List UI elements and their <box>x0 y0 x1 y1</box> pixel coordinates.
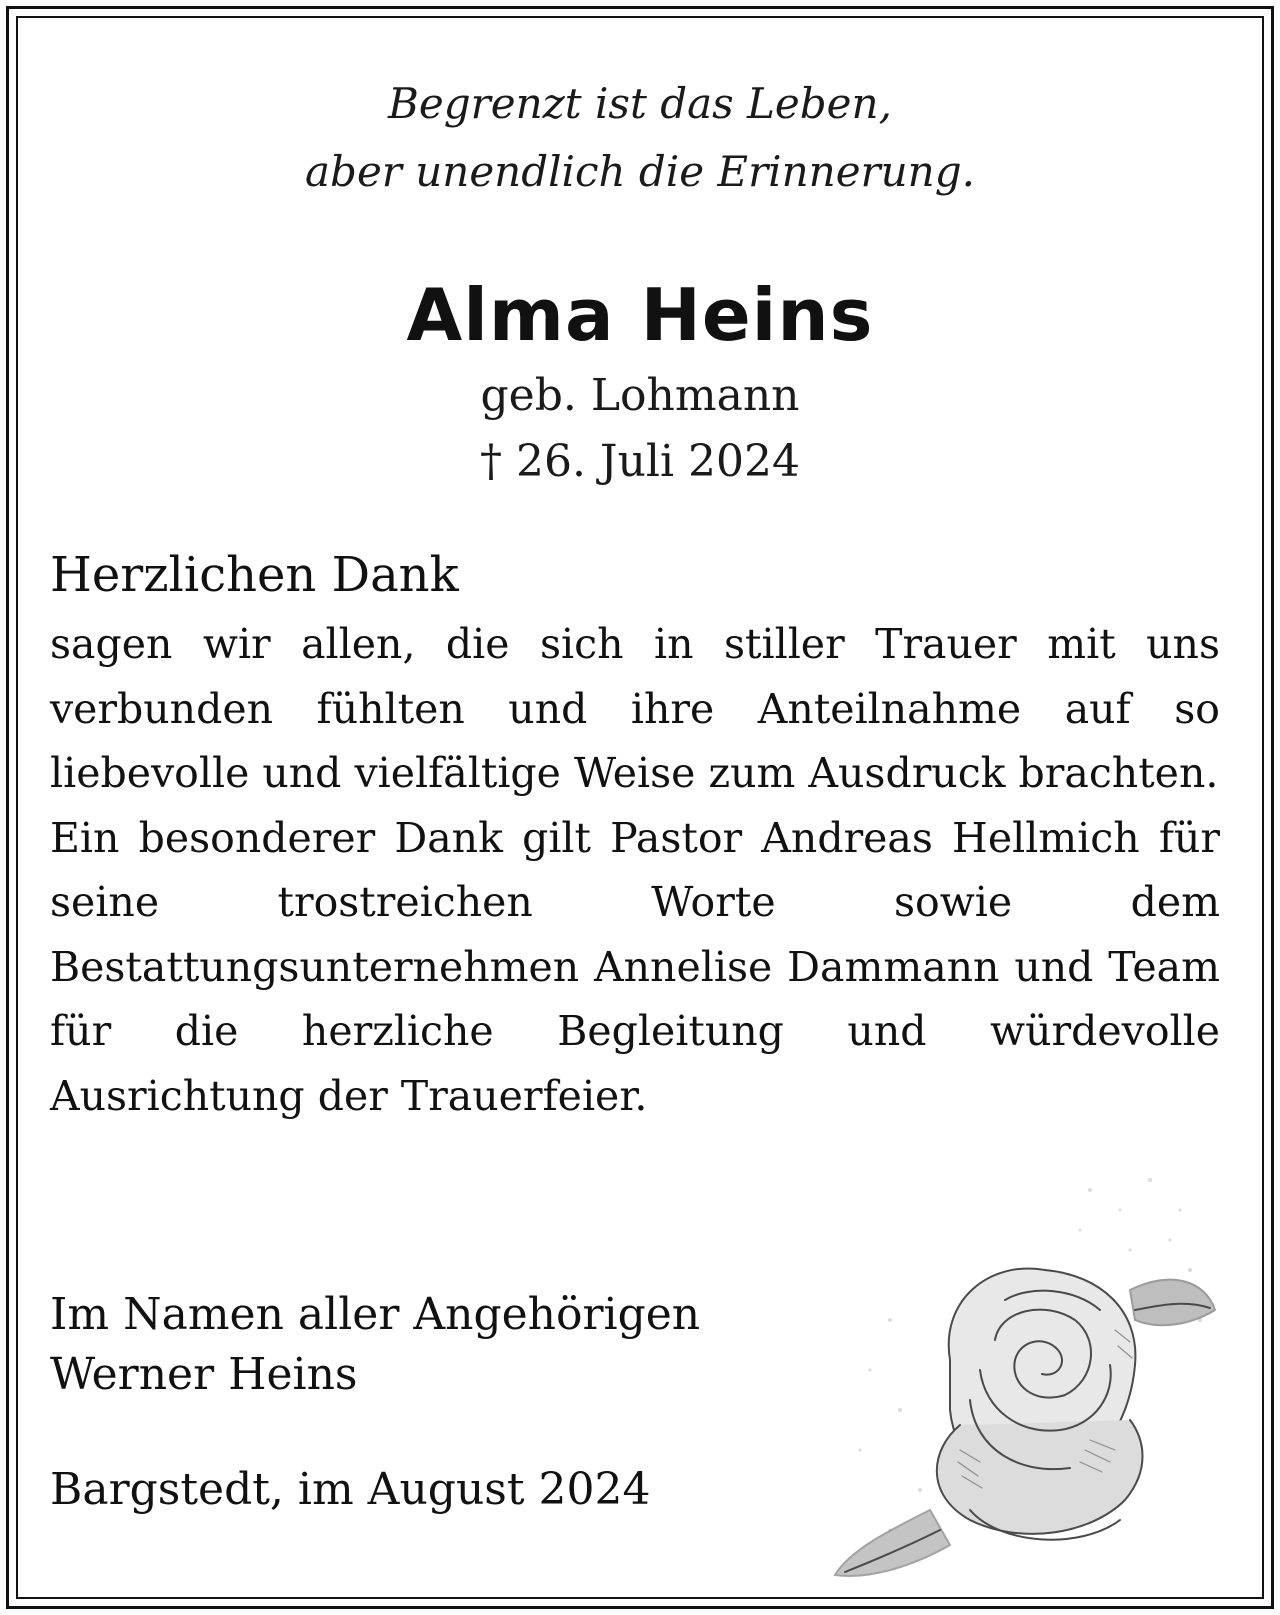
death-date: † 26. Juli 2024 <box>479 436 801 487</box>
motto-line-1: Begrenzt ist das Leben, <box>388 79 892 128</box>
place-date: Bargstedt, im August 2024 <box>50 1464 651 1515</box>
rose-icon <box>830 1150 1230 1590</box>
thanks-paragraph-2: Ein besonderer Dank gilt Pastor Andreas Hellmich für seine trostreichen Worte sowie dem Bestattungsunternehmen Annelise Dammann und Team für die herzliche Begleitung und würdevolle Ausrichtung der Trauerfeier. <box>50 813 1220 1120</box>
signature-name: Werner Heins <box>50 1349 358 1400</box>
deceased-name: Alma Heins <box>406 273 874 357</box>
birth-name: geb. Lohmann <box>480 370 800 421</box>
thanks-body <box>50 612 1220 1128</box>
thanks-paragraph-1: sagen wir allen, die sich in stiller Trauer mit uns verbunden fühlten und ihre Anteilnahme auf so liebevolle und vielfältige Weise zum Ausdruck brachten. <box>50 620 1220 797</box>
thanks-heading: Herzlichen Dank <box>50 547 459 603</box>
motto-quote <box>0 70 1280 206</box>
motto-line-2: aber unendlich die Erinnerung. <box>305 147 975 196</box>
signature-line-1: Im Namen aller Angehörigen <box>50 1289 701 1340</box>
